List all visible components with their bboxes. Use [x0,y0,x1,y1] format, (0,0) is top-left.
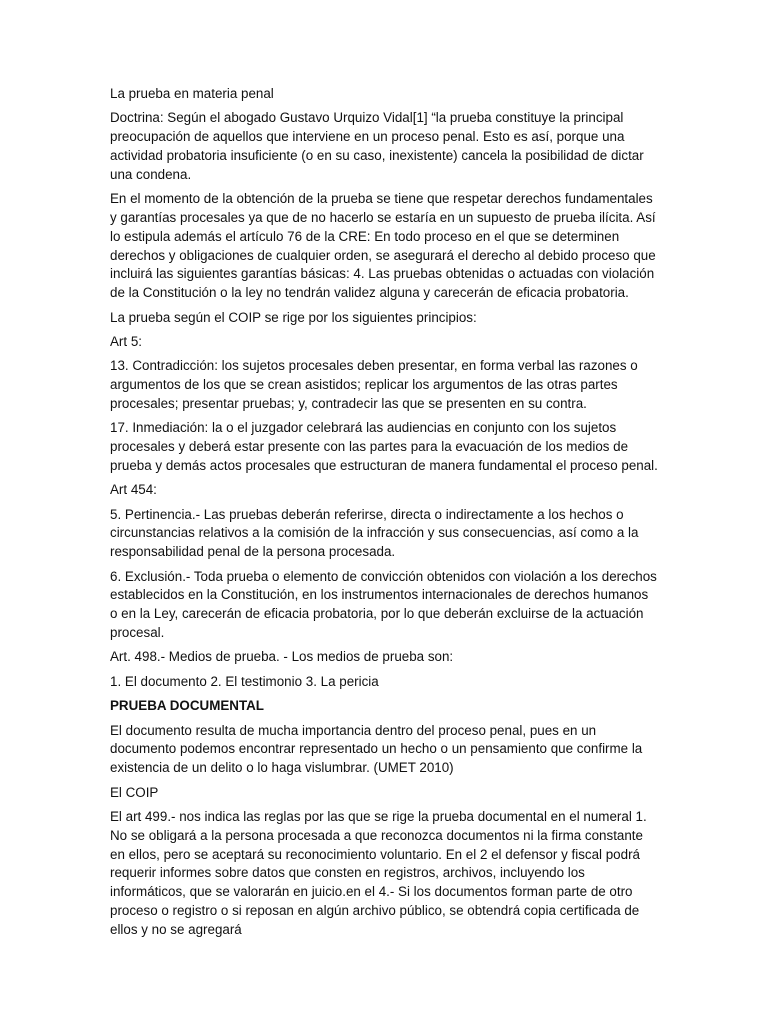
evidence-means-list: 1. El documento 2. El testimonio 3. La pericia [110,673,379,689]
coip-heading: El COIP [110,784,159,800]
exclusion-paragraph: 6. Exclusión.- Toda prueba o elemento de convicción obtenidos con violación a los derechos establecidos en la Constitución, en los instrumentos internacionales de derechos humanos o en la Ley, carecerán de eficacia probatoria, por lo que deberán excluirse de la actuación procesal. [110,568,657,641]
inmediacion-paragraph: 17. Inmediación: la o el juzgador celebrará las audiencias en conjunto con los sujetos procesales y deberá estar presente con las partes para la evacuación de los medios de prueba y demás actos procesales que estructuran de manera fundamental el proceso penal. [110,420,658,473]
document-title: La prueba en materia penal [110,86,274,101]
documento-paragraph: El documento resulta de mucha importancia dentro del proceso penal, pues en un documento podemos encontrar representado un hecho o un pensamiento que confirme la existencia de un delito o lo haga vislumbrar. (UMET 2010) [110,722,643,776]
article-498-paragraph: Art. 498.- Medios de prueba. - Los medios de prueba son: [110,649,454,665]
pertinencia-paragraph: 5. Pertinencia.- Las pruebas deberán referirse, directa o indirectamente a los hechos o circunstancias relativos a la comisión de la infracción y sus consecuencias, así como a la responsabilidad penal de la persona procesada. [110,506,639,560]
article-499-paragraph: El art 499.- nos indica las reglas por las que se rige la prueba documental en el numeral 1. No se obligará a la persona procesada a que reconozca documentos ni la firma constante en ellos, pero se aceptará su reconocimiento voluntario. En el 2 el defensor y fiscal podrá requerir informes sobre datos que consten en registros, archivos, incluyendo los informáticos, que se valorarán en juicio.en el 4.- Si los documentos forman parte de otro proceso o registro o si reposan en algún archivo público, se obtendrá copia certificada de ellos y no se agregará [110,809,647,937]
doctrine-paragraph: Doctrina: Según el abogado Gustavo Urquizo Vidal[1] “la prueba constituye la principal preocupación de aquellos que interviene en un proceso penal. Esto es así, porque una actividad probatoria insuficiente (o en su caso, inexistente) cancela la posibilidad de dictar una condena. [110,110,644,182]
evidence-rights-paragraph: En el momento de la obtención de la prueba se tiene que respetar derechos fundamentales y garantías procesales ya que de no hacerlo se estaría en un supuesto de prueba ilícita. Así lo estipula además el artículo 76 de la CRE: En todo proceso en el que se determinen derechos y obligaciones de cualquier orden, se asegurará el derecho al debido proceso que incluirá las siguientes garantías básicas: 4. Las pruebas obtenidas o actuadas con violación de la Constitución o la ley no tendrán validez alguna y carecerán de eficacia probatoria. [110,191,656,301]
document-page [110,85,658,945]
article-454-heading: Art 454: [110,482,157,498]
coip-principles-intro: La prueba según el COIP se rige por los siguientes principios: [110,309,477,325]
contradiccion-paragraph: 13. Contradicción: los sujetos procesales deben presentar, en forma verbal las razones o argumentos de los que se crean asistidos; replicar los argumentos de las otras partes procesales; presentar pruebas; y, contradecir las que se presenten en su contra. [110,358,638,411]
article-5-heading: Art 5: [110,333,142,349]
prueba-documental-heading: PRUEBA DOCUMENTAL [110,698,264,714]
